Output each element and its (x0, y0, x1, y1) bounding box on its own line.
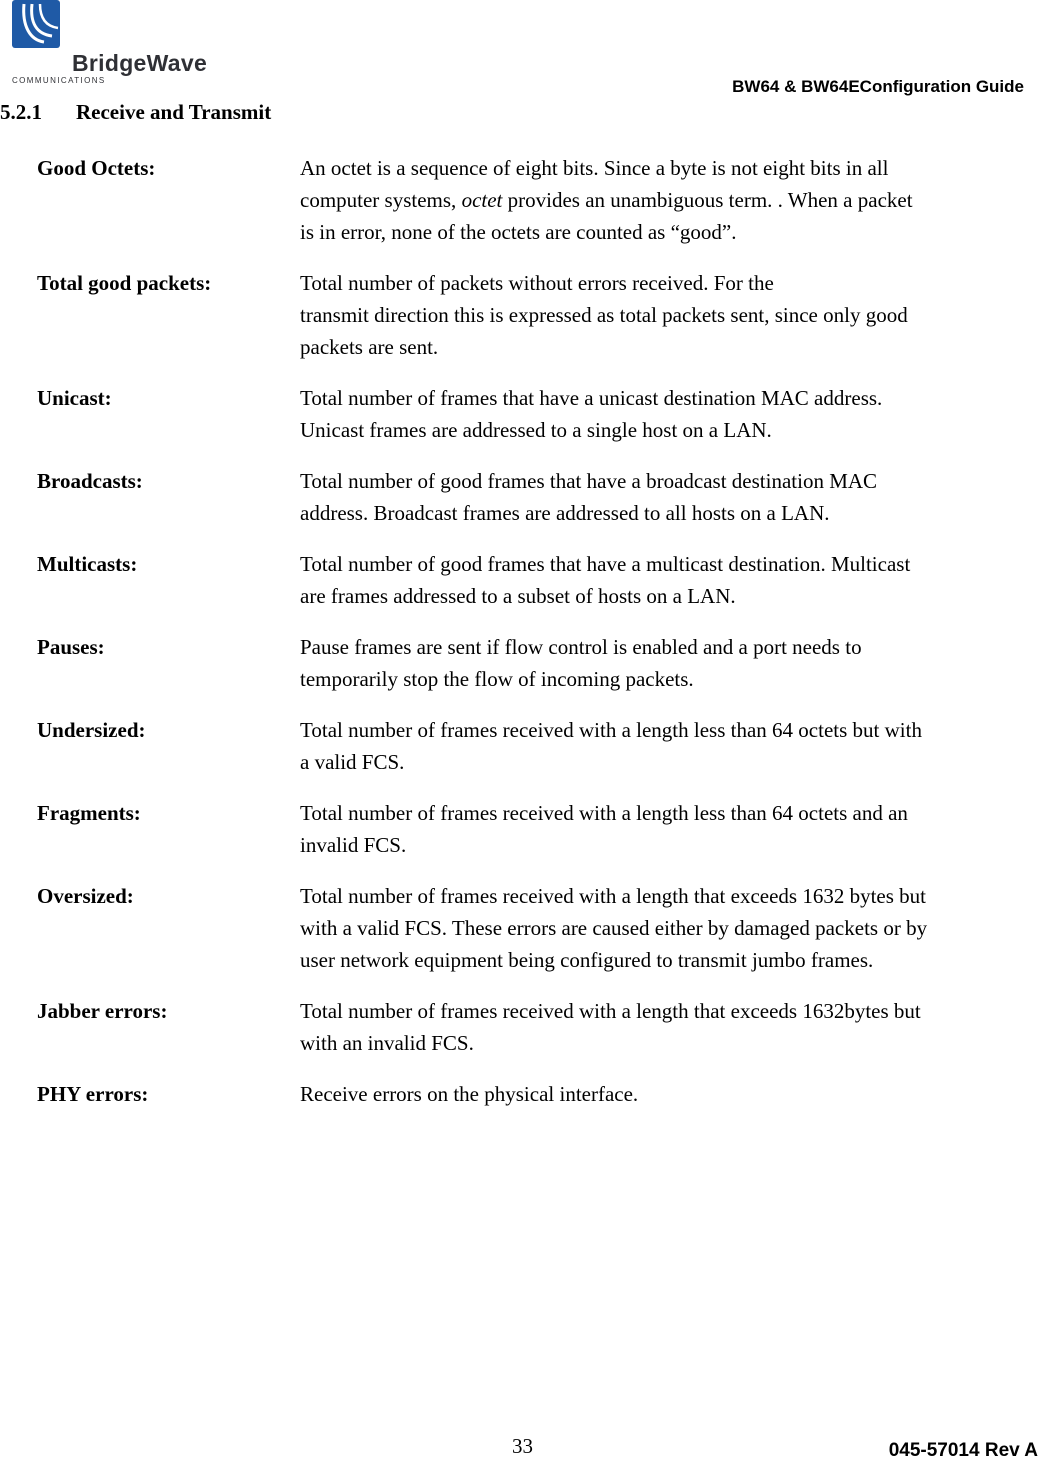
definition-pauses (0, 631, 1046, 695)
definition-term: Broadcasts: (37, 469, 143, 493)
definition-term: Total good packets: (37, 271, 212, 295)
definition-oversized (0, 880, 1046, 976)
definition-term: PHY errors: (37, 1082, 149, 1106)
definition-broadcasts (0, 465, 1046, 529)
definition-unicast (0, 382, 1046, 446)
definition-description: Total number of packets without errors received. For the transmit direction this is expressed as total packets sent, since only good packets are sent. (300, 271, 908, 359)
definition-good-octets (0, 152, 1046, 248)
definition-term: Good Octets: (37, 156, 156, 180)
definition-fragments (0, 797, 1046, 861)
definition-term: Jabber errors: (37, 999, 168, 1023)
section-heading (0, 100, 271, 125)
document-number: 045-57014 Rev A (888, 1440, 1038, 1461)
definition-jabber-errors (0, 995, 1046, 1059)
definition-description: Total number of frames that have a unicast destination MAC address. Unicast frames are addressed to a single host on a LAN. (300, 386, 883, 442)
bridgewave-logo (10, 0, 210, 90)
section-number: 5.2.1 (0, 100, 42, 124)
definition-term: Unicast: (37, 386, 112, 410)
definition-total-good-packets (0, 267, 1046, 363)
page-number: 33 (512, 1434, 533, 1458)
logo-wordmark: BridgeWave (72, 50, 208, 76)
definition-description: An octet is a sequence of eight bits. Since a byte is not eight bits in all computer systems, octet provides an unambiguous term. . When a packet is in error, none of the octets are counted as “good”. (300, 156, 913, 244)
definition-list (0, 152, 1046, 1129)
definition-description: Total number of frames received with a length that exceeds 1632 bytes but with a valid FCS. These errors are caused either by damaged packets or by user network equipment being configured to transmit jumbo frames. (300, 884, 928, 972)
definition-multicasts (0, 548, 1046, 612)
bridgewave-logo-icon (10, 0, 62, 50)
logo-tagline: COMMUNICATIONS (12, 76, 106, 85)
definition-term: Oversized: (37, 884, 134, 908)
section-title: Receive and Transmit (76, 100, 272, 124)
definition-description: Total number of good frames that have a broadcast destination MAC address. Broadcast frames are addressed to all hosts on a LAN. (300, 469, 878, 525)
definition-description: Receive errors on the physical interface. (300, 1082, 639, 1106)
definition-description: Pause frames are sent if flow control is enabled and a port needs to temporarily stop the flow of incoming packets. (300, 635, 862, 691)
definition-term: Pauses: (37, 635, 105, 659)
definition-term: Undersized: (37, 718, 146, 742)
definition-term: Fragments: (37, 801, 141, 825)
definition-term: Multicasts: (37, 552, 138, 576)
definition-description: Total number of frames received with a length less than 64 octets and an invalid FCS. (300, 801, 908, 857)
document-title: BW64 & BW64EConfiguration Guide (732, 77, 1024, 96)
definition-description: Total number of frames received with a length that exceeds 1632bytes but with an invalid FCS. (300, 999, 921, 1055)
emphasis-octet: octet (461, 188, 503, 212)
definition-undersized (0, 714, 1046, 778)
definition-description: Total number of good frames that have a multicast destination. Multicast are frames addressed to a subset of hosts on a LAN. (300, 552, 911, 608)
definition-phy-errors (0, 1078, 1046, 1110)
definition-description: Total number of frames received with a length less than 64 octets but with a valid FCS. (300, 718, 922, 774)
